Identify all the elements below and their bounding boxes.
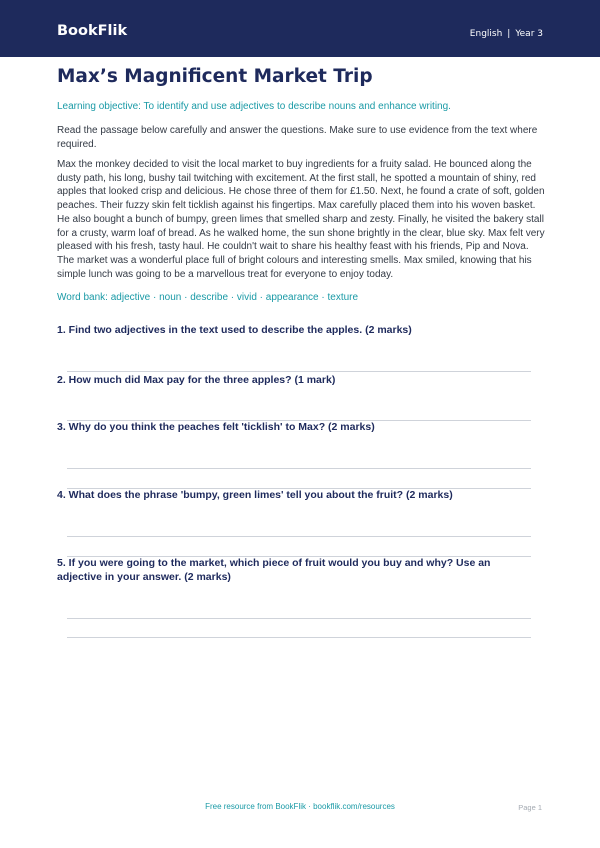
brand-logo: BookFlik xyxy=(57,23,128,39)
header-separator: | xyxy=(507,29,511,39)
question-5: 5. If you were going to the market, which piece of fruit would you buy and why? Use an adjective in your answer. (2 marks) xyxy=(57,557,491,583)
question-1: 1. Find two adjectives in the text used to describe the apples. (2 marks) xyxy=(57,324,412,336)
answer-line-1[interactable] xyxy=(67,371,531,372)
answer-line-3[interactable] xyxy=(67,468,531,469)
header-meta xyxy=(470,29,543,39)
answer-line-5b[interactable] xyxy=(67,637,531,638)
year-label: Year 3 xyxy=(515,29,543,39)
instructions: Read the passage below carefully and answer the questions. Make sure to use evidence from the text where required. xyxy=(57,125,538,150)
answer-line-4[interactable] xyxy=(67,536,531,537)
footer-link[interactable]: Free resource from BookFlik · bookflik.com/resources xyxy=(205,802,395,811)
word-bank: Word bank: adjective · noun · describe · vivid · appearance · texture xyxy=(57,292,359,303)
question-2: 2. How much did Max pay for the three apples? (1 mark) xyxy=(57,374,336,386)
answer-line-5[interactable] xyxy=(67,618,531,619)
header-bar xyxy=(0,0,600,57)
question-4: 4. What does the phrase 'bumpy, green limes' tell you about the fruit? (2 marks) xyxy=(57,489,453,501)
question-3: 3. Why do you think the peaches felt 'ticklish' to Max? (2 marks) xyxy=(57,421,375,433)
subject-label: English xyxy=(469,29,503,39)
page-number: Page 1 xyxy=(518,803,542,812)
page-title: Max’s Magnificent Market Trip xyxy=(57,66,373,87)
learning-objective: Learning objective: To identify and use adjectives to describe nouns and enhance writing. xyxy=(57,101,451,112)
reading-passage: Max the monkey decided to visit the local market to buy ingredients for a fruity salad. He bounced along the dusty path, his long, bushy tail twitching with excitement. At the first stall, he spotted a mountain of shiny, red apples that looked crisp and delicious. He chose three of them for £1.50. Next, he found a crate of soft, golden peaches. Their fuzzy skin felt ticklish against his fingertips. Max carefully placed them into his woven basket. He also bought a bunch of bumpy, green limes that smelled sharp and zesty. Finally, he visited the bakery stall for a crusty, warm loaf of bread. As he walked home, the sun shone brightly in the clear, blue sky. Max felt very pleased with his fresh, tasty haul. He couldn't wait to share his healthy feast with his friends, Pip and Nova. The market was a wonderful place full of bright colours and interesting smells. Max smiled, knowing that his simple lunch was going to be a marvellous treat for everyone to enjoy today. xyxy=(57,159,545,280)
